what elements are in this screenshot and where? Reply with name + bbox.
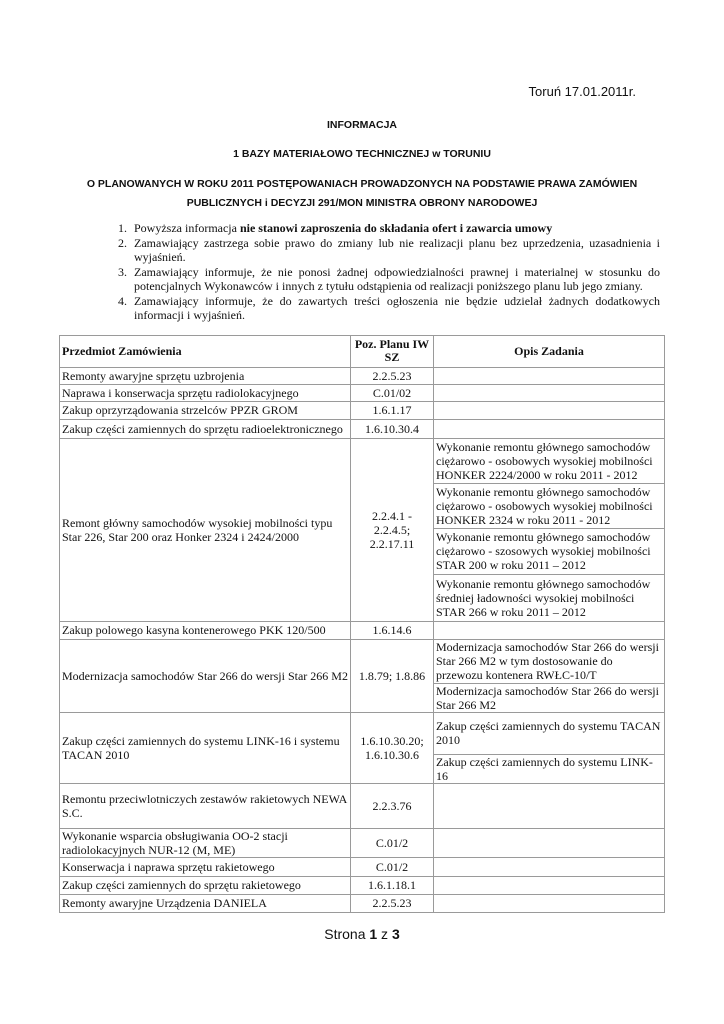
cell-subject: Wykonanie wsparcia obsługiwania OO-2 stacji radiolokacyjnych NUR-12 (M, ME) [60, 828, 351, 857]
table-row [60, 438, 665, 483]
cell-description [434, 894, 665, 912]
cell-description [434, 857, 665, 876]
cell-description: Modernizacja samochodów Star 266 do wersji Star 266 M2 w tym dostosowanie do przewozu kontenera RWŁC-10/T [434, 639, 665, 683]
cell-subject: Remont główny samochodów wysokiej mobilności typu Star 226, Star 200 oraz Honker 2324 i 2424/2000 [60, 438, 351, 621]
heading-title: INFORMACJA [327, 119, 397, 131]
table-row [60, 876, 665, 894]
cell-description: Wykonanie remontu głównego samochodów ciężarowo - osobowych wysokiej mobilności HONKER 2324 w roku 2011 - 2012 [434, 483, 665, 528]
cell-position: 2.2.5.23 [351, 367, 434, 384]
cell-subject: Zakup części zamiennych do systemu LINK-16 i systemu TACAN 2010 [60, 712, 351, 783]
table-row [60, 783, 665, 828]
page-footer: Strona 1 z 3 [324, 925, 400, 942]
cell-subject: Konserwacja i naprawa sprzętu rakietowego [60, 857, 351, 876]
heading-institution: 1 BAZY MATERIAŁOWO TECHNICZNEJ w TORUNIU [233, 148, 491, 160]
table-row [60, 828, 665, 857]
table-header-row [60, 335, 665, 367]
document-date: Toruń 17.01.2011r. [528, 84, 636, 99]
table-row [60, 639, 665, 683]
cell-subject: Zakup części zamiennych do sprzętu radioelektronicznego [60, 419, 351, 438]
cell-description [434, 828, 665, 857]
page-total: 3 [391, 925, 400, 942]
cell-position: 1.6.10.30.4 [351, 419, 434, 438]
cell-subject: Zakup części zamiennych do sprzętu rakietowego [60, 876, 351, 894]
header-description: Opis Zadania [434, 335, 665, 367]
table-row [60, 401, 665, 419]
notice-item: 2. Zamawiający zastrzega sobie prawo do zmiany lub nie realizacji planu bez uprzedzenia, uzasadnienia i wyjaśnień. [130, 236, 660, 265]
cell-subject: Remonty awaryjne Urządzenia DANIELA [60, 894, 351, 912]
cell-description [434, 876, 665, 894]
cell-description: Zakup części zamiennych do systemu LINK-16 [434, 754, 665, 783]
cell-position: 2.2.3.76 [351, 783, 434, 828]
table-row [60, 367, 665, 384]
table-row [60, 857, 665, 876]
table-row [60, 894, 665, 912]
cell-position: 1.6.10.30.20; 1.6.10.30.6 [351, 712, 434, 783]
table-row [60, 712, 665, 754]
cell-position: 1.6.1.18.1 [351, 876, 434, 894]
notice-list [108, 221, 660, 323]
cell-description [434, 419, 665, 438]
cell-position: C.01/02 [351, 384, 434, 401]
cell-subject: Remonty awaryjne sprzętu uzbrojenia [60, 367, 351, 384]
cell-subject: Modernizacja samochodów Star 266 do wersji Star 266 M2 [60, 639, 351, 712]
heading-subject: O PLANOWANYCH W ROKU 2011 POSTĘPOWANIACH PROWADZONYCH NA PODSTAWIE PRAWA ZAMÓWIEN PUBLICZNYCH i DECYZJI 291/MON MINISTRA OBRONY NARODOWEJ [86, 178, 638, 209]
cell-description: Wykonanie remontu głównego samochodów średniej ładowności wysokiej mobilności STAR 266 w roku 2011 – 2012 [434, 574, 665, 621]
cell-description [434, 367, 665, 384]
header-subject: Przedmiot Zamówienia [60, 335, 351, 367]
cell-subject: Zakup polowego kasyna kontenerowego PKK 120/500 [60, 621, 351, 639]
header-position: Poz. Planu IW SZ [351, 335, 434, 367]
table-row [60, 419, 665, 438]
cell-description [434, 384, 665, 401]
cell-position: 1.6.1.17 [351, 401, 434, 419]
cell-description [434, 401, 665, 419]
table-row [60, 384, 665, 401]
cell-description: Modernizacja samochodów Star 266 do wersji Star 266 M2 [434, 683, 665, 712]
table-row [60, 621, 665, 639]
cell-description: Wykonanie remontu głównego samochodów ciężarowo - osobowych wysokiej mobilności HONKER 2224/2000 w roku 2011 - 2012 [434, 438, 665, 483]
cell-subject: Naprawa i konserwacja sprzętu radiolokacyjnego [60, 384, 351, 401]
cell-position: 1.8.79; 1.8.86 [351, 639, 434, 712]
notice-item: 1. Powyższa informacja nie stanowi zaproszenia do składania ofert i zawarcia umowy [130, 221, 660, 236]
notice-item: 4. Zamawiający informuje, że do zawartych treści ogłoszenia nie będzie udzielał żadnych dodatkowych informacji i wyjaśnień. [130, 294, 660, 323]
cell-description: Zakup części zamiennych do systemu TACAN 2010 [434, 712, 665, 754]
page-number: 1 [369, 925, 378, 942]
cell-position: C.01/2 [351, 857, 434, 876]
cell-description [434, 783, 665, 828]
notice-item: 3. Zamawiający informuje, że nie ponosi żadnej odpowiedzialności prawnej i materialnej w stosunku do potencjalnych Wykonawców i innych z tytułu odstąpienia od realizacji poniższego planu lub jego zmiany. [130, 265, 660, 294]
cell-subject: Remontu przeciwlotniczych zestawów rakietowych NEWA S.C. [60, 783, 351, 828]
cell-position: C.01/2 [351, 828, 434, 857]
cell-subject: Zakup oprzyrządowania strzelców PPZR GROM [60, 401, 351, 419]
cell-description: Wykonanie remontu głównego samochodów ciężarowo - szosowych wysokiej mobilności STAR 200 w roku 2011 – 2012 [434, 528, 665, 574]
cell-description [434, 621, 665, 639]
cell-position: 2.2.4.1 - 2.2.4.5; 2.2.17.11 [351, 438, 434, 621]
cell-position: 1.6.14.6 [351, 621, 434, 639]
procurement-table [59, 335, 665, 913]
cell-position: 2.2.5.23 [351, 894, 434, 912]
